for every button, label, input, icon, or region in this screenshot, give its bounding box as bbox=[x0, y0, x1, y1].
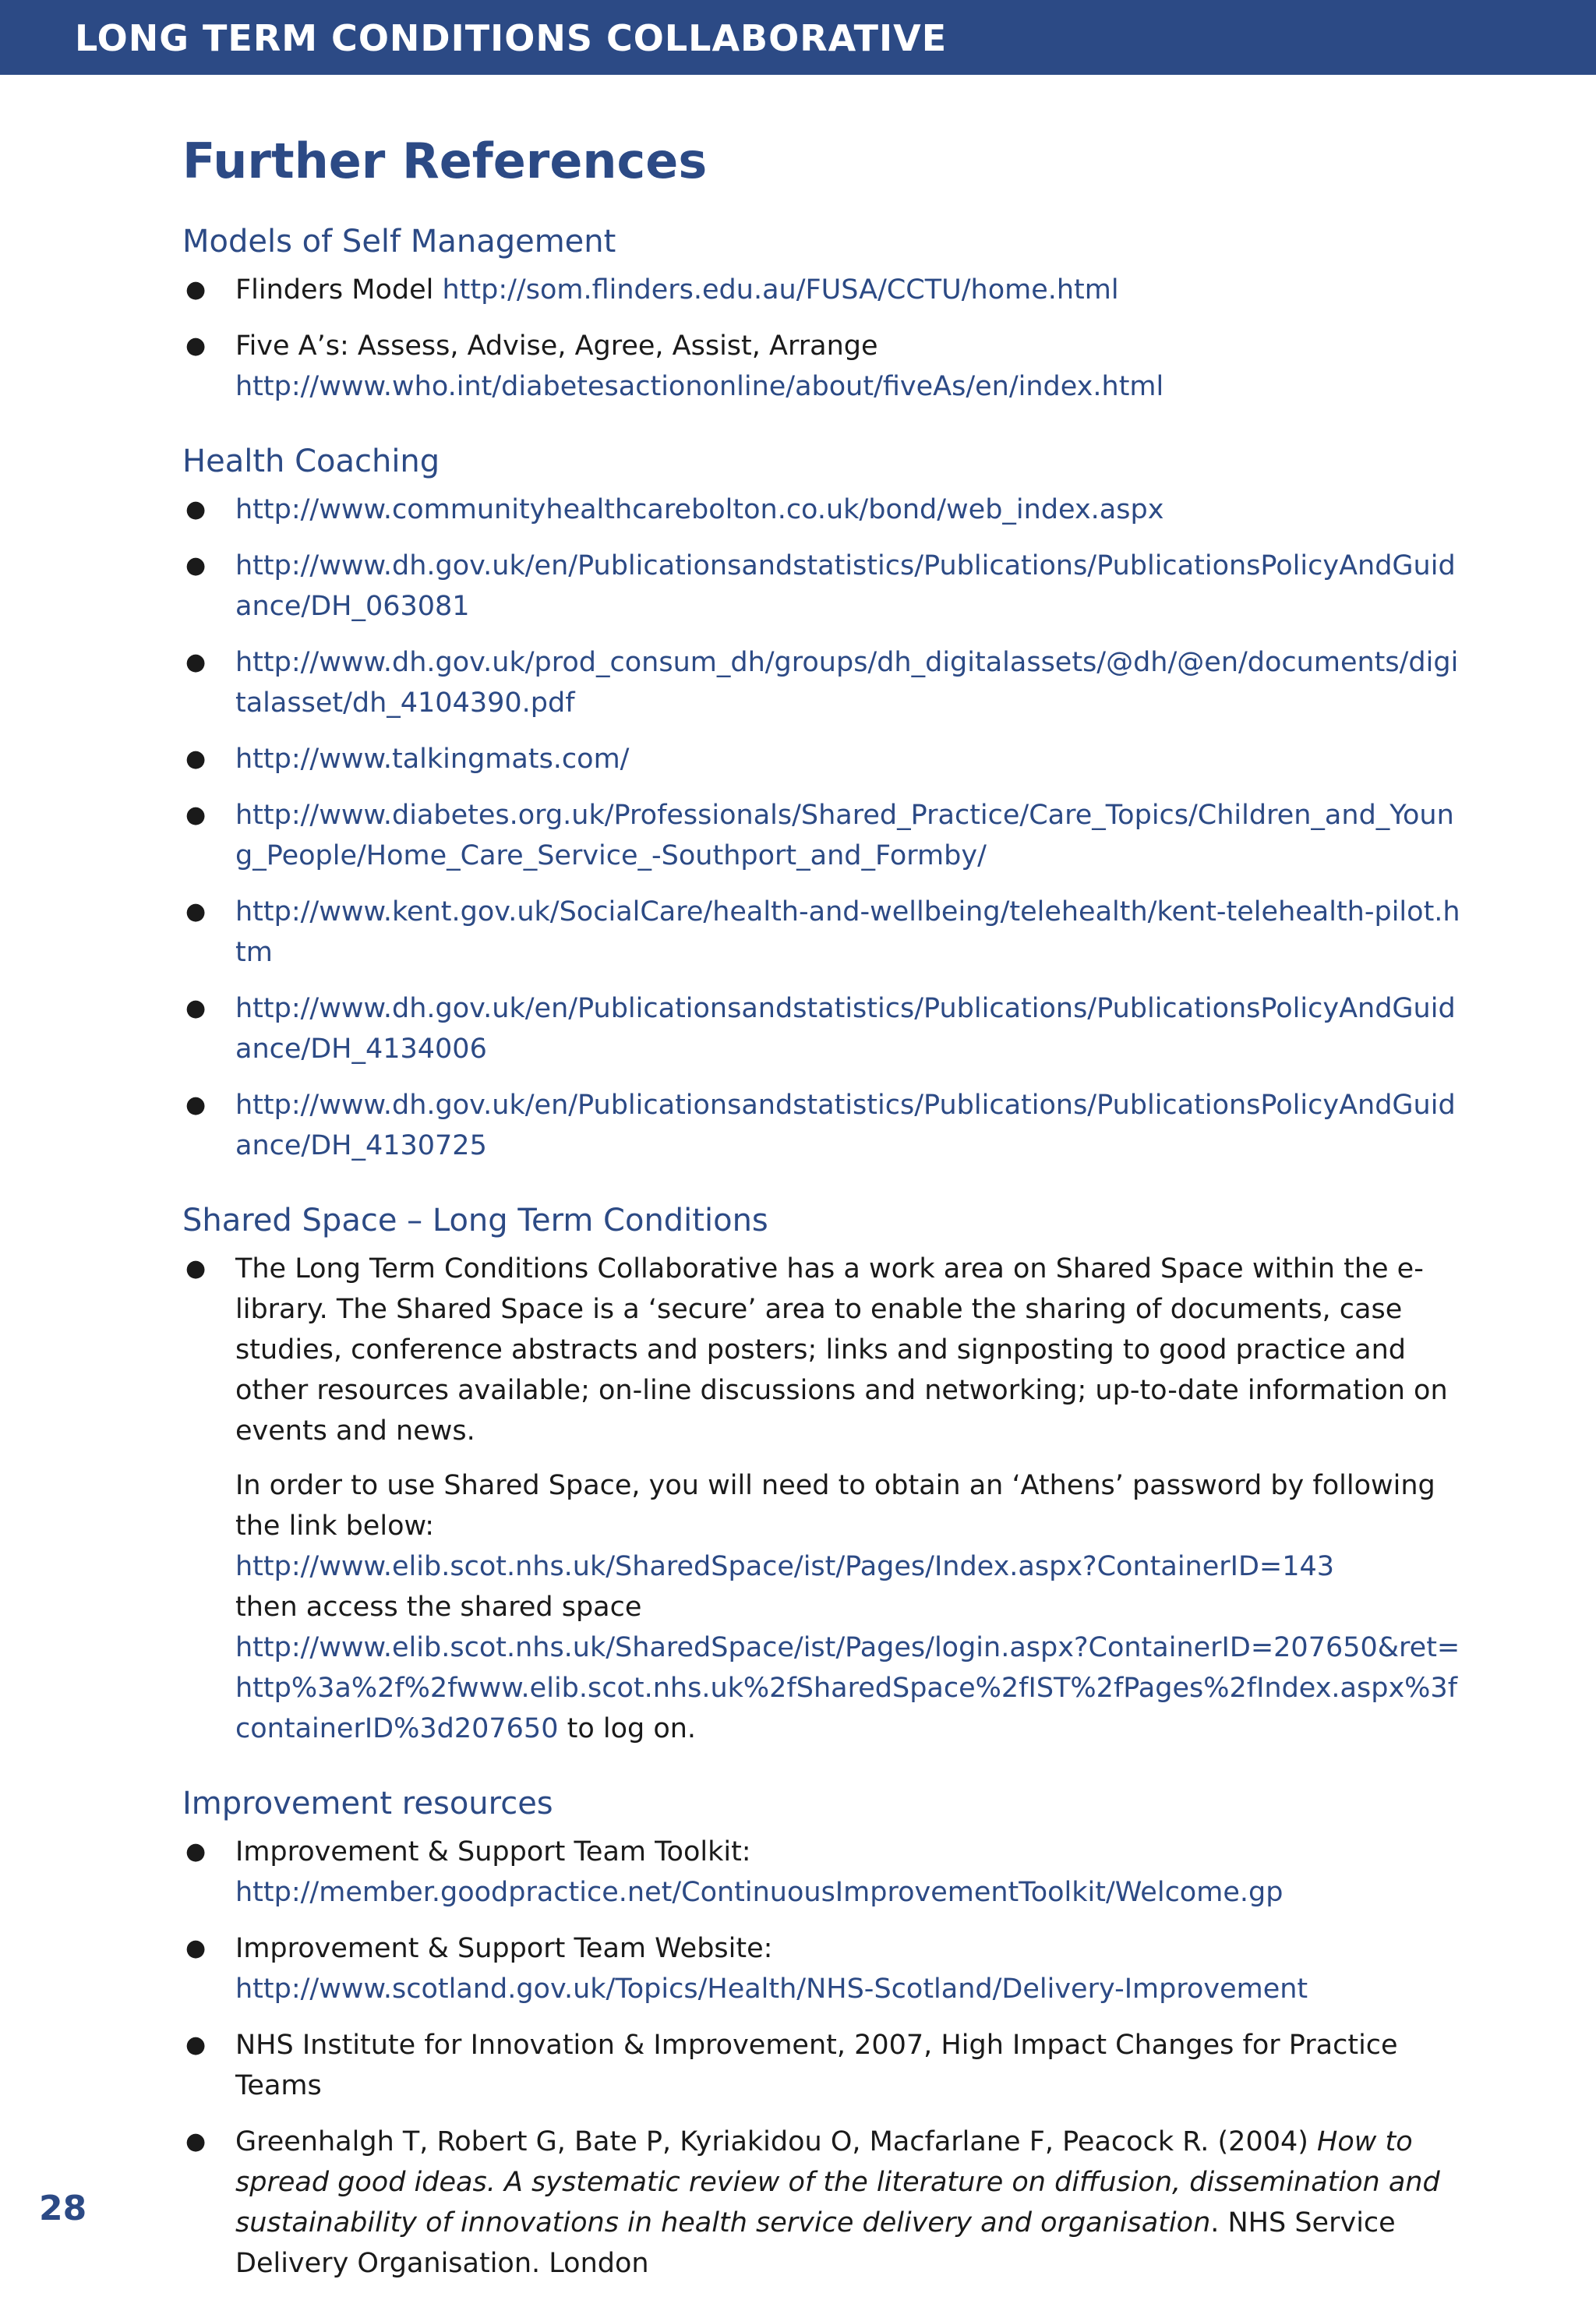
athens-text: In order to use Shared Space, you will need to obtain an ‘Athens’ password by following the link below: bbox=[235, 1470, 1435, 1542]
section-heading: Shared Space – Long Term Conditions bbox=[182, 1203, 768, 1239]
list-item bbox=[182, 1249, 1468, 1749]
list-item bbox=[182, 1832, 1468, 1913]
list-item bbox=[182, 2025, 1468, 2106]
reference-list bbox=[182, 270, 1468, 407]
list-item bbox=[182, 2122, 1468, 2284]
reference-link[interactable]: http://member.goodpractice.net/ContinuousImprovementToolkit/Welcome.gp bbox=[235, 1877, 1284, 1909]
athens-link[interactable]: http://www.elib.scot.nhs.uk/SharedSpace/ist/Pages/Index.aspx?ContainerID=143 bbox=[235, 1551, 1335, 1583]
login-link[interactable]: http://www.elib.scot.nhs.uk/SharedSpace/ist/Pages/login.aspx?ContainerID=207650&ret=http%3a%2f%2fwww.elib.scot.nhs.uk%2fSharedSpace%2fIST%2fPages%2fIndex.aspx%3fcontainerID%3d207650 bbox=[235, 1632, 1460, 1745]
reference-link[interactable]: http://www.kent.gov.uk/SocialCare/health-and-wellbeing/telehealth/kent-telehealth-pilot.htm bbox=[235, 896, 1460, 969]
list-item bbox=[182, 739, 1468, 779]
page-title: Further References bbox=[182, 133, 708, 189]
header-title: LONG TERM CONDITIONS COLLABORATIVE bbox=[75, 17, 948, 59]
bullet-icon: ● bbox=[185, 1935, 207, 1963]
reference-list bbox=[182, 1832, 1468, 2284]
bullet-icon: ● bbox=[185, 1838, 207, 1866]
bullet-icon: ● bbox=[185, 2128, 207, 2156]
list-item bbox=[182, 795, 1468, 876]
reference-list bbox=[182, 1249, 1468, 1749]
reference-link[interactable]: http://www.who.int/diabetesactiononline/about/fiveAs/en/index.html bbox=[235, 371, 1164, 403]
section-shared-space bbox=[182, 1200, 1468, 1749]
then-text: then access the shared space bbox=[235, 1592, 642, 1624]
bullet-icon: ● bbox=[185, 648, 207, 677]
bullet-icon: ● bbox=[185, 332, 207, 360]
bullet-icon: ● bbox=[185, 496, 207, 524]
list-item bbox=[182, 489, 1468, 530]
main-content bbox=[182, 133, 1468, 2318]
reference-link[interactable]: http://www.scotland.gov.uk/Topics/Health/NHS-Scotland/Delivery-Improvement bbox=[235, 1973, 1308, 2005]
log-on-text: to log on. bbox=[558, 1713, 697, 1745]
reference-label: Improvement & Support Team Toolkit: bbox=[235, 1836, 751, 1868]
citation-title: How to spread good ideas. A systematic review of the literature on diffusion, dissemination and sustainability of innovations in health service delivery and organisation bbox=[235, 2126, 1440, 2239]
list-item bbox=[182, 270, 1468, 310]
list-item bbox=[182, 1928, 1468, 2009]
list-item bbox=[182, 988, 1468, 1069]
section-health-coaching bbox=[182, 441, 1468, 1166]
shared-space-intro: The Long Term Conditions Collaborative has a work area on Shared Space within the e-library. The Shared Space is a ‘secure’ area to enable the sharing of documents, case studies, conference abstracts and posters; links and signposting to good practice and other resources available; on-line discussions and networking; up-to-date information on events and news. bbox=[235, 1253, 1448, 1447]
list-item bbox=[182, 1085, 1468, 1166]
list-item bbox=[182, 546, 1468, 627]
reference-text: NHS Institute for Innovation & Improvement, 2007, High Impact Changes for Practice Teams bbox=[235, 2030, 1398, 2102]
page-number: 28 bbox=[39, 2189, 87, 2228]
bullet-icon: ● bbox=[185, 745, 207, 773]
bullet-icon: ● bbox=[185, 1255, 207, 1283]
list-item bbox=[182, 892, 1468, 973]
reference-link[interactable]: http://www.communityhealthcarebolton.co.uk/bond/web_index.aspx bbox=[235, 494, 1164, 526]
list-item bbox=[182, 642, 1468, 723]
bullet-icon: ● bbox=[185, 801, 207, 829]
reference-link[interactable]: http://www.dh.gov.uk/en/Publicationsandstatistics/Publications/PublicationsPolicyAndGuidance/DH_4130725 bbox=[235, 1090, 1456, 1162]
reference-link[interactable]: http://www.dh.gov.uk/prod_consum_dh/groups/dh_digitalassets/@dh/@en/documents/digitalasset/dh_4104390.pdf bbox=[235, 647, 1459, 719]
reference-link[interactable]: http://som.flinders.edu.au/FUSA/CCTU/home.html bbox=[442, 274, 1119, 306]
bullet-icon: ● bbox=[185, 276, 207, 304]
bullet-icon: ● bbox=[185, 2031, 207, 2059]
reference-link[interactable]: http://www.talkingmats.com/ bbox=[235, 744, 630, 776]
citation-publisher: . NHS Service Delivery Organisation. London bbox=[235, 2207, 1396, 2280]
section-improvement-resources bbox=[182, 1783, 1468, 2284]
section-heading: Health Coaching bbox=[182, 443, 440, 480]
bullet-icon: ● bbox=[185, 898, 207, 926]
bullet-icon: ● bbox=[185, 1091, 207, 1119]
reference-link[interactable]: http://www.dh.gov.uk/en/Publicationsandstatistics/Publications/PublicationsPolicyAndGuidance/DH_063081 bbox=[235, 550, 1456, 623]
shared-space-instructions bbox=[235, 1465, 1468, 1749]
section-heading: Models of Self Management bbox=[182, 224, 616, 260]
reference-label: Flinders Model bbox=[235, 274, 443, 306]
bullet-icon: ● bbox=[185, 995, 207, 1023]
bullet-icon: ● bbox=[185, 552, 207, 580]
reference-label: Improvement & Support Team Website: bbox=[235, 1933, 773, 1965]
reference-link[interactable]: http://www.diabetes.org.uk/Professionals/Shared_Practice/Care_Topics/Children_and_Young_People/Home_Care_Service_-Southport_and_Formby/ bbox=[235, 800, 1454, 872]
reference-label: Five A’s: Assess, Advise, Agree, Assist, Arrange bbox=[235, 330, 878, 362]
section-models-of-self-management bbox=[182, 221, 1468, 407]
section-heading: Improvement resources bbox=[182, 1786, 553, 1822]
list-item bbox=[182, 326, 1468, 407]
citation-authors: Greenhalgh T, Robert G, Bate P, Kyriakidou O, Macfarlane F, Peacock R. (2004) bbox=[235, 2126, 1318, 2158]
reference-link[interactable]: http://www.dh.gov.uk/en/Publicationsandstatistics/Publications/PublicationsPolicyAndGuidance/DH_4134006 bbox=[235, 993, 1456, 1065]
header-bar bbox=[0, 0, 1596, 75]
reference-list bbox=[182, 489, 1468, 1166]
